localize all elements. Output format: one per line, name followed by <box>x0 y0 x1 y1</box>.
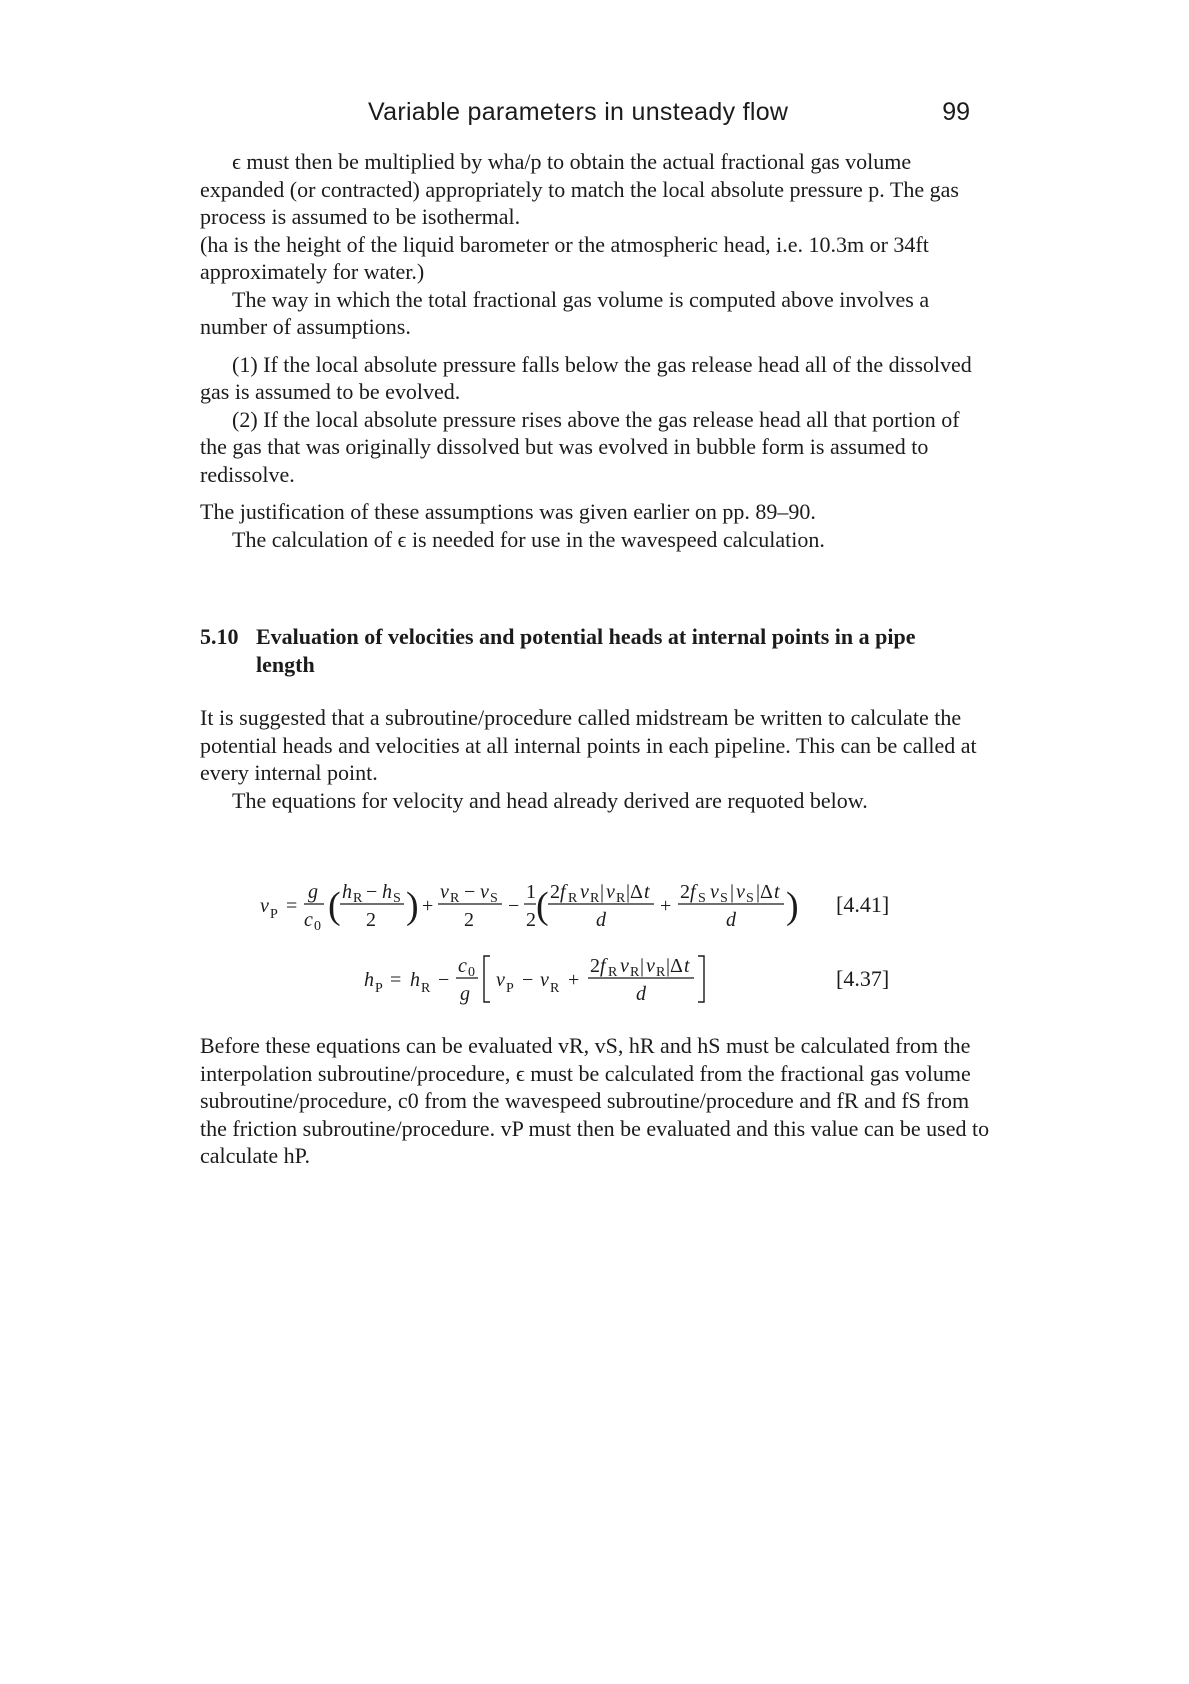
equation-4-37 <box>240 946 960 1012</box>
svg-text:R: R <box>608 965 618 980</box>
running-head: Variable parameters in unsteady flow <box>368 98 789 126</box>
svg-text:f: f <box>690 881 696 903</box>
svg-text:v: v <box>620 955 629 977</box>
svg-text:v: v <box>540 969 549 991</box>
svg-text:2: 2 <box>590 955 600 977</box>
paragraph: It is suggested that a subroutine/procedure called midstream be written to calculate the potential heads and velocities at all internal points in each pipeline. This can be called at every internal point. <box>200 705 977 785</box>
svg-text:g: g <box>460 983 470 1005</box>
paragraph: The way in which the total fractional gas volume is computed above involves a number of assumptions. <box>200 286 930 339</box>
svg-text:t: t <box>774 881 780 903</box>
svg-text:v: v <box>580 881 589 903</box>
svg-text:1: 1 <box>526 881 536 903</box>
svg-text:R: R <box>568 891 578 906</box>
assumption-item: (2) If the local absolute pressure rises above the gas release head all that portion of the gas that was originally dissolved but was evolved in bubble form is assumed to redissolve. <box>200 406 960 487</box>
svg-text:t: t <box>684 955 690 977</box>
svg-text:c: c <box>304 909 313 931</box>
svg-text:h: h <box>410 969 420 991</box>
svg-text:+: + <box>568 969 580 991</box>
svg-text:P: P <box>270 907 278 922</box>
svg-text:v: v <box>440 881 449 903</box>
svg-text:−: − <box>366 881 378 903</box>
section-title: Evaluation of velocities and potential heads at internal points in a pipe length <box>256 624 916 677</box>
svg-text:+: + <box>660 895 672 917</box>
svg-text:S: S <box>746 891 754 906</box>
svg-text:R: R <box>616 891 626 906</box>
svg-text:S: S <box>720 891 728 906</box>
svg-text:c: c <box>458 955 467 977</box>
svg-text:R: R <box>656 965 666 980</box>
closing-text <box>200 1032 990 1170</box>
svg-text:P: P <box>375 981 383 996</box>
svg-text:|Δ: |Δ <box>756 881 773 903</box>
svg-text:): ) <box>406 885 419 927</box>
svg-text:−: − <box>508 895 520 917</box>
page-number: 99 <box>942 98 970 126</box>
svg-text:f: f <box>600 955 606 977</box>
svg-text:|: | <box>600 881 605 903</box>
svg-text:2: 2 <box>464 909 474 931</box>
svg-text:S: S <box>698 891 706 906</box>
svg-text:−: − <box>438 969 450 991</box>
svg-text:R: R <box>450 891 460 906</box>
paragraph: (ha is the height of the liquid barometer or the atmospheric head, i.e. 10.3m or 34ft approximately for water.) <box>200 231 929 284</box>
svg-text:P: P <box>506 981 514 996</box>
svg-text:|: | <box>640 955 645 977</box>
equation-label: [4.37] <box>836 966 890 991</box>
svg-text:−: − <box>464 881 476 903</box>
paragraph: The calculation of ϵ is needed for use in the wavespeed calculation. <box>232 526 825 552</box>
paragraph: The equations for velocity and head already derived are requoted below. <box>232 787 868 813</box>
body-text <box>200 148 980 814</box>
svg-text:R: R <box>590 891 600 906</box>
page-header <box>200 98 970 132</box>
svg-text:d: d <box>636 983 646 1005</box>
svg-text:2: 2 <box>680 881 690 903</box>
paragraph: Before these equations can be evaluated vR, vS, hR and hS must be calculated from the interpolation subroutine/procedure, ϵ must be calculated from the fractional gas volume subroutine/procedure, c0 from the wavespeed subroutine/procedure and fR and fS from the friction subroutine/procedure. vP must then be evaluated and this value can be used to calculate hP. <box>200 1033 990 1168</box>
paragraph: The justification of these assumptions was given earlier on pp. 89–90. <box>200 499 816 524</box>
svg-text:d: d <box>596 909 606 931</box>
paragraph: ϵ must then be multiplied by wha/p to obtain the actual fractional gas volume expanded (or contracted) appropriately to match the local absolute pressure p. The gas process is assumed to be isothermal. <box>200 149 959 229</box>
svg-text:R: R <box>353 891 363 906</box>
svg-text:(: ( <box>536 885 549 927</box>
svg-text:v: v <box>736 881 745 903</box>
svg-text:|Δ: |Δ <box>626 881 643 903</box>
svg-text:h: h <box>382 881 392 903</box>
svg-text:R: R <box>630 965 640 980</box>
section-heading <box>200 623 980 678</box>
svg-text:g: g <box>308 881 318 903</box>
svg-text:f: f <box>560 881 566 903</box>
svg-text:=: = <box>286 895 298 917</box>
svg-text:0: 0 <box>314 919 321 934</box>
equation-4-41 <box>240 872 960 938</box>
section-number: 5.10 <box>200 624 239 649</box>
assumption-item: (1) If the local absolute pressure falls below the gas release head all of the dissolved gas is assumed to be evolved. <box>200 351 972 404</box>
svg-text:h: h <box>342 881 352 903</box>
svg-text:v: v <box>646 955 655 977</box>
svg-text:2: 2 <box>550 881 560 903</box>
svg-text:R: R <box>421 981 431 996</box>
svg-text:v: v <box>710 881 719 903</box>
equation-label: [4.41] <box>836 892 890 917</box>
svg-text:=: = <box>390 969 402 991</box>
svg-text:0: 0 <box>468 965 475 980</box>
svg-text:v: v <box>606 881 615 903</box>
svg-text:v: v <box>480 881 489 903</box>
svg-text:−: − <box>522 969 534 991</box>
svg-text:S: S <box>393 891 401 906</box>
svg-text:R: R <box>550 981 560 996</box>
svg-text:): ) <box>786 885 799 927</box>
svg-text:h: h <box>364 969 374 991</box>
svg-text:S: S <box>490 891 498 906</box>
svg-text:t: t <box>644 881 650 903</box>
svg-text:v: v <box>496 969 505 991</box>
svg-text:2: 2 <box>526 909 536 931</box>
svg-text:+: + <box>422 895 434 917</box>
svg-text:|Δ: |Δ <box>666 955 683 977</box>
svg-text:v: v <box>260 895 269 917</box>
svg-text:2: 2 <box>366 909 376 931</box>
svg-text:(: ( <box>328 885 341 927</box>
svg-text:|: | <box>730 881 735 903</box>
svg-text:d: d <box>726 909 736 931</box>
